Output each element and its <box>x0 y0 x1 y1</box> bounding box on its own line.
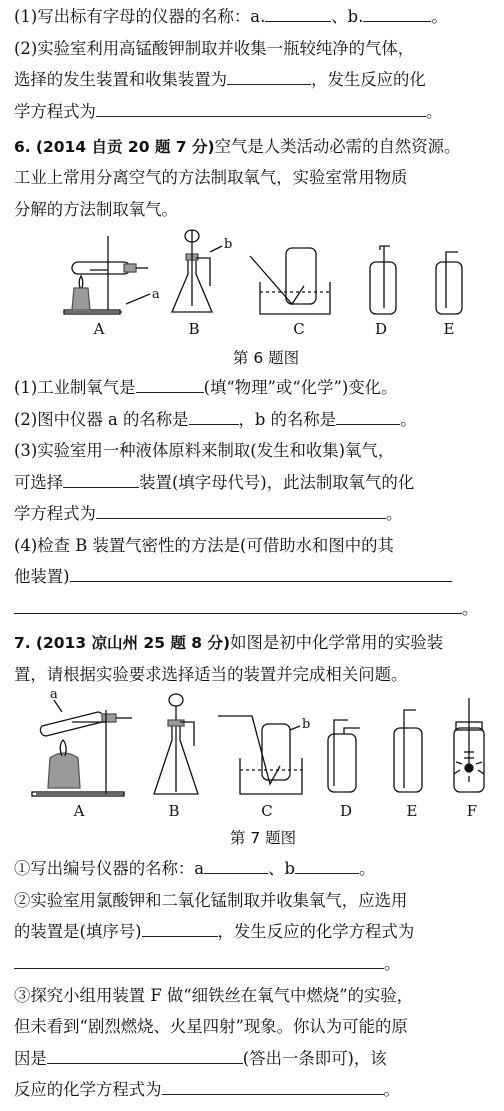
answer-blank[interactable] <box>189 409 239 425</box>
q6-mark-a: a <box>152 287 160 302</box>
punct: 。 <box>431 7 448 26</box>
q7-header <box>14 632 496 654</box>
q6-label-a: A <box>93 320 105 338</box>
q7-c3-line1: ③探究小组用装置 F 做“细铁丝在氧气中燃烧”的实验， <box>14 986 414 1005</box>
punct: 。 <box>462 599 479 618</box>
answer-blank[interactable] <box>63 472 139 488</box>
q7-label-c: C <box>261 802 273 820</box>
punct: 。 <box>400 410 417 429</box>
q6-p2a: (2)图中仪器 a 的名称是 <box>14 410 189 429</box>
q7-c3-line2: 但未看到“剧烈燃烧、火星四射”现象。你认为可能的原 <box>14 1017 408 1036</box>
q6-apparatus-b <box>172 230 232 312</box>
q6-apparatus-c <box>250 248 330 314</box>
q7-c2-line2a: 的装置是(填序号) <box>14 922 142 941</box>
q7-c1 <box>14 858 496 880</box>
q6-line2: 工业上常用分离空气的方法制取氧气，实验室常用物质 <box>14 168 408 187</box>
punct: 。 <box>383 1080 400 1099</box>
q7-c3-line4 <box>14 1079 496 1101</box>
answer-blank[interactable] <box>363 6 431 22</box>
punct: 。 <box>425 102 443 121</box>
q6-figure-caption: 第 6 题图 <box>232 349 300 367</box>
q7-apparatus-c <box>218 716 310 794</box>
answer-blank[interactable] <box>47 1048 243 1064</box>
q7-number: 7. <box>14 634 31 652</box>
q6-p3-line3-text: 学方程式为 <box>14 504 96 523</box>
q7-mark-a: a <box>50 688 58 702</box>
q6-apparatus-e <box>436 252 462 314</box>
q7-label-d: D <box>339 802 353 820</box>
answer-blank[interactable] <box>70 566 452 582</box>
q7-c3-line3a: 因是 <box>14 1049 47 1068</box>
q7-apparatus-d <box>328 720 360 792</box>
q7-line2: 置，请根据实验要求选择适当的装置并完成相关问题。 <box>14 665 408 684</box>
answer-blank[interactable] <box>162 1079 384 1095</box>
q7-c1a: ①写出编号仪器的名称：a <box>14 859 205 878</box>
q7-c2-line2b: ，发生反应的化学方程式为 <box>217 922 415 941</box>
q6-p3-line2b: 装置(填字母代号)，此法制取氧气的化 <box>139 473 415 492</box>
q6-p1a: (1)工业制氧气是 <box>14 378 136 397</box>
q6-p4-line3 <box>14 598 496 620</box>
q6-line1: 空气是人类活动必需的自然资源。 <box>214 137 461 156</box>
q7-figure-caption: 第 7 题图 <box>229 829 297 847</box>
q6-apparatus-a <box>64 236 160 314</box>
q7-line1: 如图是初中化学常用的实验装 <box>230 633 444 652</box>
answer-blank[interactable] <box>295 858 359 874</box>
q6-p3-line2 <box>14 472 496 494</box>
answer-blank[interactable] <box>142 921 218 937</box>
q7-mark-b: b <box>302 717 311 732</box>
q7-label-a: A <box>73 802 85 820</box>
q6-label-b: B <box>188 320 200 338</box>
answer-blank[interactable] <box>265 6 331 22</box>
q6-header <box>14 136 496 158</box>
intro-q2-line2 <box>14 69 496 91</box>
q7-c1b: 、b <box>268 859 295 878</box>
intro-q1 <box>14 6 496 28</box>
q7-apparatus-a <box>32 688 132 796</box>
q6-mark-b: b <box>224 237 233 252</box>
q6-p3-line3 <box>14 503 496 525</box>
q7-apparatus-e <box>394 710 422 792</box>
q6-p1 <box>14 377 496 399</box>
q6-number: 6. <box>14 138 31 156</box>
q7-source: (2013 凉山州 25 题 8 分) <box>35 634 231 652</box>
answer-blank[interactable] <box>96 101 426 117</box>
intro-q2-line3-text: 学方程式为 <box>14 102 96 121</box>
q7-c3-line3 <box>14 1048 496 1070</box>
answer-blank[interactable] <box>14 598 462 614</box>
punct: 。 <box>384 954 401 973</box>
q7-label-e: E <box>406 802 418 820</box>
q6-p2b: ，b 的名称是 <box>238 410 337 429</box>
q6-source: (2014 自贡 20 题 7 分) <box>35 138 215 156</box>
q6-figure <box>60 226 480 326</box>
q7-apparatus-b <box>154 694 198 794</box>
q6-p1b: (填“物理”或“化学”)变化。 <box>203 378 398 397</box>
answer-blank[interactable] <box>96 503 386 519</box>
intro-q1-sep: 、b. <box>331 7 364 26</box>
q7-c2-line3 <box>14 953 496 975</box>
q6-label-d: D <box>374 320 388 338</box>
q7-c3-line3b: (答出一条即可)，该 <box>242 1049 387 1068</box>
q6-line3: 分解的方法制取氧气。 <box>14 200 178 219</box>
answer-blank[interactable] <box>14 953 384 969</box>
q6-p3-line2a: 可选择 <box>14 473 64 492</box>
intro-q2-line3 <box>14 101 496 123</box>
q6-p4-line2-text: 他装置) <box>14 567 70 586</box>
q7-c3-line4-text: 反应的化学方程式为 <box>14 1080 162 1099</box>
q6-apparatus-d <box>370 246 396 314</box>
q7-c2-line1: ②实验室用氯酸钾和二氧化锰制取并收集氧气，应选用 <box>14 891 408 910</box>
punct: 。 <box>358 859 376 878</box>
q6-p2 <box>14 409 496 431</box>
q7-c2-line2 <box>14 921 496 943</box>
q6-label-c: C <box>293 320 305 338</box>
intro-q2-line2a: 选择的发生装置和收集装置为 <box>14 70 228 89</box>
answer-blank[interactable] <box>204 858 268 874</box>
q6-label-e: E <box>443 320 455 338</box>
q7-label-b: B <box>168 802 180 820</box>
intro-q2-line2b: ，发生反应的化 <box>311 70 426 89</box>
q7-figure <box>28 688 498 806</box>
answer-blank[interactable] <box>336 409 400 425</box>
intro-q1-text: (1)写出标有字母的仪器的名称：a. <box>14 7 266 26</box>
intro-q2-line1: (2)实验室利用高锰酸钾制取并收集一瓶较纯净的气体， <box>14 39 415 58</box>
punct: 。 <box>385 504 403 523</box>
q6-p4-line2 <box>14 566 496 588</box>
q7-apparatus-f <box>454 698 484 792</box>
answer-blank[interactable] <box>136 377 204 393</box>
q6-p3-line1: (3)实验室用一种液体原料来制取(发生和收集)氧气， <box>14 441 395 460</box>
q6-p4-line1: (4)检查 B 装置气密性的方法是(可借助水和图中的其 <box>14 536 394 555</box>
q7-label-f: F <box>466 802 478 820</box>
answer-blank[interactable] <box>227 69 311 85</box>
